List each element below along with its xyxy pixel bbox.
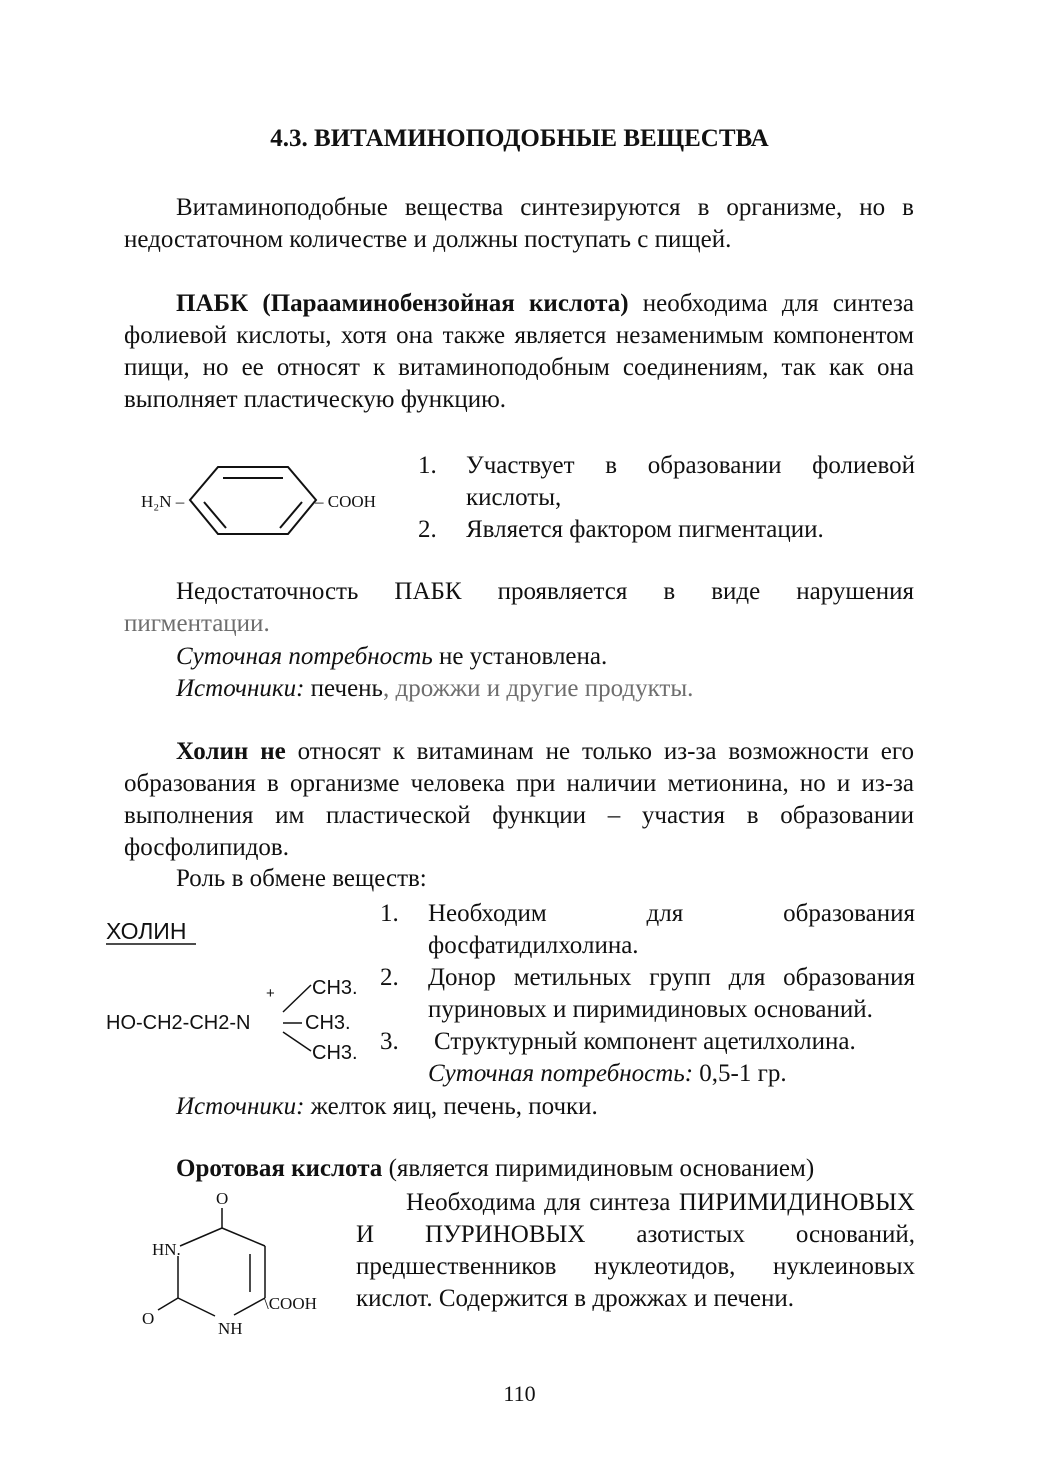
list-item-number: 1.: [380, 900, 399, 927]
list-item-text: Является фактором пигментации.: [466, 516, 824, 543]
choline-role-heading: Роль в обмене веществ:: [176, 865, 427, 892]
list-item-number: 1.: [418, 452, 437, 479]
atom-label: O: [142, 1309, 155, 1328]
list-item-text: Участвует в образовании фолиевой кислоты,: [466, 452, 915, 511]
pabk-description: необходима для синтеза фолиевой кислоты, хотя она также является незаменимым компонентом пищи, но ее относят к витаминоподобным соединениям, так как она выполняет пластическую функцию.: [124, 290, 914, 413]
pabk-name: ПАБК (Парааминобензойная кислота): [176, 290, 629, 317]
sources-value: печень: [304, 675, 383, 702]
sources-label: Источники:: [176, 1093, 305, 1120]
atom-label: O: [216, 1189, 229, 1208]
choline-chain: HO-CH2-CH2-N: [106, 1012, 251, 1034]
bond-line: [234, 1298, 265, 1315]
choline-description: относят к витаминам не только из-за возможности его образования в организме человека при наличии метионина, но и из-за выполнения им пластической функции – участия в образовании фосфолипидов.: [124, 738, 914, 861]
list-item: [380, 898, 915, 962]
deficiency-text-faded: пигментации.: [124, 610, 270, 637]
choline-structure-formula: [100, 912, 380, 1067]
list-item-text: Структурный компонент ацетилхолина.: [434, 1028, 856, 1055]
methyl-group: CH3.: [305, 1012, 351, 1034]
choline-paragraph: [124, 736, 914, 864]
sources-value: желток яиц, печень, почки.: [304, 1093, 598, 1120]
list-item: [380, 1026, 915, 1058]
pabk-sources: [176, 675, 693, 703]
daily-requirement-value: не установлена.: [432, 643, 608, 670]
bond-line: [180, 1228, 222, 1246]
bond-line: [158, 1298, 178, 1310]
pabk-deficiency: [124, 576, 914, 640]
list-item-number: 2.: [380, 964, 399, 991]
orotic-description: Необходима для синтеза ПИРИМИДИНОВЫХ И ПУРИНОВЫХ азотистых оснований, предшественников нуклеотидов, нуклеиновых кислот. Содержится в дрожжах и печени.: [356, 1189, 915, 1312]
orotic-name: Оротовая кислота: [176, 1155, 383, 1182]
choline-sources: [176, 1093, 598, 1121]
charge-plus: +: [266, 985, 275, 1002]
bond-line: [178, 1298, 215, 1316]
bond-line: [222, 1228, 265, 1246]
orotic-structure-formula: [130, 1188, 345, 1348]
daily-requirement-label: Суточная потребность:: [428, 1060, 694, 1087]
intro-paragraph: Витаминоподобные вещества синтезируются в организме, но в недостаточном количестве и должны поступать с пищей.: [124, 194, 914, 253]
list-item-text: Необходим для образования фосфатидилхолина.: [428, 900, 915, 959]
list-item-text: Донор метильных групп для образования пуриновых и пиримидиновых оснований.: [428, 964, 915, 1023]
methyl-group: CH3.: [312, 1042, 358, 1064]
methyl-group: CH3.: [312, 977, 358, 999]
list-item: [418, 450, 915, 514]
benzene-double-bond: [204, 502, 226, 528]
bond-line: [283, 1032, 311, 1051]
orotic-heading: [176, 1155, 814, 1183]
atom-label: \COOH: [264, 1294, 317, 1313]
choline-name: Холин не: [176, 738, 286, 765]
pabk-formula-right: – COOH: [315, 492, 376, 511]
choline-caption: ХОЛИН: [106, 918, 187, 944]
benzene-double-bond: [280, 502, 302, 528]
pabk-formula-left: H₂N –: [141, 492, 185, 511]
sources-label: Источники:: [176, 675, 305, 702]
page-number: 110: [503, 1381, 536, 1406]
pabk-paragraph: [124, 288, 914, 416]
list-item: [380, 962, 915, 1026]
list-item-number: 3.: [380, 1028, 399, 1055]
pabk-daily-requirement: [176, 643, 607, 671]
atom-label: HN.: [152, 1240, 181, 1259]
list-item: [418, 514, 915, 546]
choline-daily-requirement: [428, 1060, 787, 1088]
atom-label: NH: [218, 1319, 243, 1338]
deficiency-text: Недостаточность ПАБК проявляется в виде нарушения: [176, 578, 914, 605]
daily-requirement-value: 0,5-1 гр.: [693, 1060, 787, 1087]
list-item-number: 2.: [418, 516, 437, 543]
section-title: 4.3. ВИТАМИНОПОДОБНЫЕ ВЕЩЕСТВА: [270, 125, 769, 152]
sources-value-faded: , дрожжи и другие продукты.: [382, 675, 694, 702]
daily-requirement-label: Суточная потребность: [176, 643, 433, 670]
choline-functions-list: [380, 898, 915, 1058]
bond-line: [283, 985, 311, 1012]
orotic-parenthetical: (является пиримидиновым основанием): [382, 1155, 815, 1182]
pabk-structure-formula: [135, 455, 400, 545]
pabk-functions-list: [418, 450, 915, 546]
